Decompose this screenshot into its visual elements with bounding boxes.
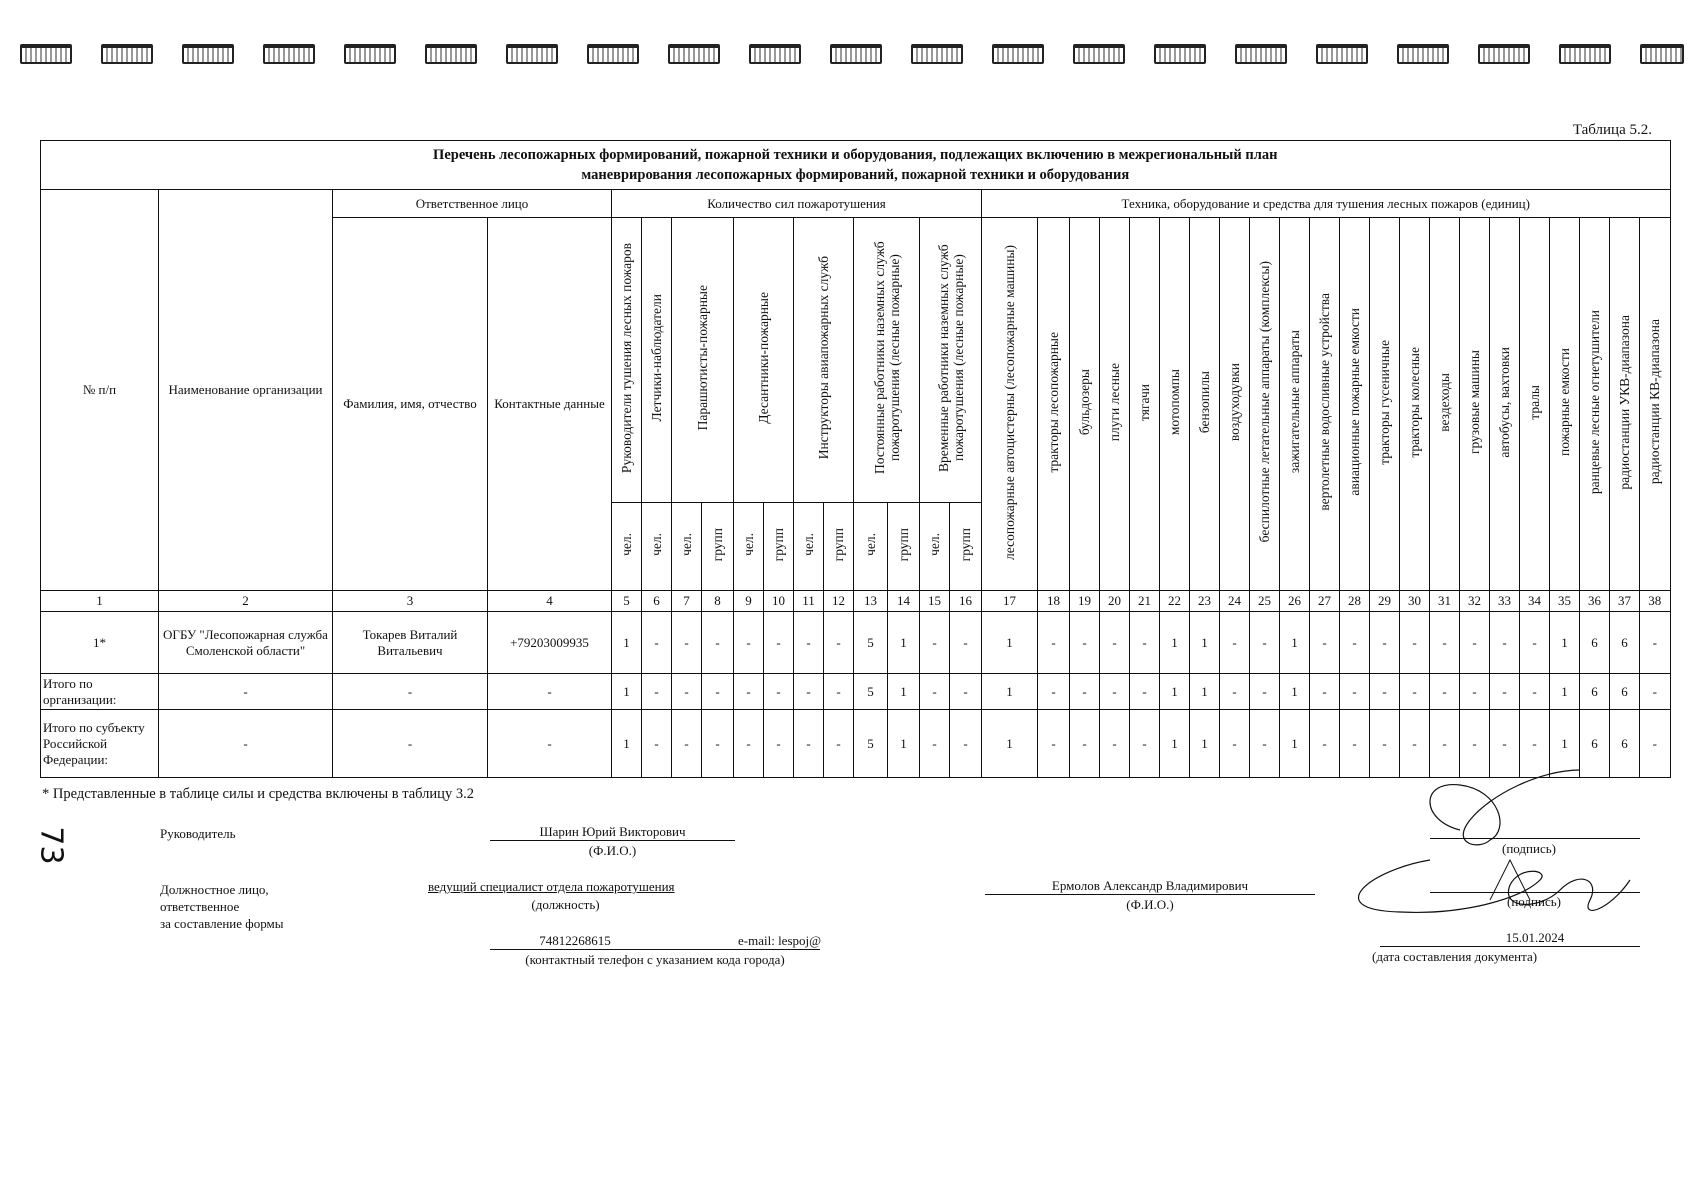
column-number: 33 bbox=[1490, 591, 1520, 612]
resp-label-2: ответственное bbox=[160, 899, 240, 914]
row-value: 6 bbox=[1610, 612, 1640, 674]
column-number: 11 bbox=[794, 591, 824, 612]
header-col21: тягачи bbox=[1137, 383, 1152, 421]
podpis-caption-2: (подпись) bbox=[1507, 894, 1561, 909]
row-value: - bbox=[1070, 612, 1100, 674]
row-value: - bbox=[642, 710, 672, 778]
column-number: 14 bbox=[888, 591, 920, 612]
header-col11-12: Инструкторы авиапожарных служб bbox=[816, 256, 831, 460]
row-value: - bbox=[1310, 674, 1340, 710]
column-number: 16 bbox=[950, 591, 982, 612]
column-number: 4 bbox=[488, 591, 612, 612]
row-value: - bbox=[1220, 674, 1250, 710]
header-fio: Фамилия, имя, отчество bbox=[333, 218, 488, 591]
row-value: - bbox=[1460, 674, 1490, 710]
column-number: 8 bbox=[702, 591, 734, 612]
column-number: 23 bbox=[1190, 591, 1220, 612]
unit-grupp: групп bbox=[771, 527, 786, 562]
row-value: - bbox=[702, 612, 734, 674]
row-value: 1 bbox=[1190, 612, 1220, 674]
row-value: 1 bbox=[612, 674, 642, 710]
row-value: - bbox=[672, 674, 702, 710]
column-number: 36 bbox=[1580, 591, 1610, 612]
header-col26: зажигательные аппараты bbox=[1287, 330, 1302, 474]
header-col6: Летчики-наблюдатели bbox=[649, 294, 664, 422]
row-value: - bbox=[1520, 612, 1550, 674]
column-number: 20 bbox=[1100, 591, 1130, 612]
row-value: 6 bbox=[1610, 674, 1640, 710]
row-contact: +79203009935 bbox=[488, 612, 612, 674]
row-value: - bbox=[1250, 612, 1280, 674]
header-responsible: Ответственное лицо bbox=[333, 190, 612, 218]
header-col32: грузовые машины bbox=[1467, 349, 1482, 455]
row-value: - bbox=[1130, 674, 1160, 710]
punch-holes-strip bbox=[20, 44, 1690, 60]
row-value: 1 bbox=[1550, 612, 1580, 674]
row-value: - bbox=[1640, 612, 1671, 674]
header-col30: тракторы колесные bbox=[1407, 346, 1422, 458]
row-value: - bbox=[1400, 674, 1430, 710]
column-number: 28 bbox=[1340, 591, 1370, 612]
row-value: 1 bbox=[888, 674, 920, 710]
row-value: - bbox=[1340, 674, 1370, 710]
row-value: - bbox=[1370, 612, 1400, 674]
header-col20: плуги лесные bbox=[1107, 362, 1122, 442]
date-caption: (дата составления документа) bbox=[1372, 949, 1538, 964]
row-fio: - bbox=[333, 710, 488, 778]
row-value: - bbox=[764, 612, 794, 674]
row-value: - bbox=[1220, 612, 1250, 674]
row-value: - bbox=[702, 710, 734, 778]
row-value: 1 bbox=[982, 674, 1038, 710]
row-value: 1 bbox=[888, 612, 920, 674]
header-col36: ранцевые лесные огнетушители bbox=[1587, 309, 1602, 495]
column-number: 5 bbox=[612, 591, 642, 612]
row-value: - bbox=[1130, 710, 1160, 778]
row-value: - bbox=[1430, 612, 1460, 674]
column-number: 12 bbox=[824, 591, 854, 612]
row-value: - bbox=[764, 674, 794, 710]
podpis-caption-1: (подпись) bbox=[1502, 841, 1556, 856]
unit-grupp: групп bbox=[831, 527, 846, 562]
header-equipment: Техника, оборудование и средства для тушения лесных пожаров (единиц) bbox=[982, 190, 1671, 218]
row-value: - bbox=[1250, 674, 1280, 710]
header-forces: Количество сил пожаротушения bbox=[612, 190, 982, 218]
header-col13-14: Постоянные работники наземных служб пожаротушения (лесные пожарные) bbox=[871, 241, 902, 475]
table-row bbox=[41, 612, 1671, 674]
unit-chel: чел. bbox=[801, 533, 816, 556]
row-value: 1 bbox=[982, 612, 1038, 674]
header-col33: автобусы, вахтовки bbox=[1497, 346, 1512, 458]
row-value: - bbox=[794, 710, 824, 778]
row-value: 1 bbox=[1550, 674, 1580, 710]
forces-table bbox=[40, 140, 1671, 778]
row-value: - bbox=[1460, 612, 1490, 674]
row-value: - bbox=[824, 612, 854, 674]
row-value: - bbox=[1370, 710, 1400, 778]
row-value: - bbox=[794, 674, 824, 710]
row-value: 1 bbox=[1160, 710, 1190, 778]
row-org: - bbox=[159, 710, 333, 778]
row-value: - bbox=[1640, 674, 1671, 710]
row-value: - bbox=[1640, 710, 1671, 778]
column-number: 21 bbox=[1130, 591, 1160, 612]
row-value: - bbox=[1370, 674, 1400, 710]
column-number: 9 bbox=[734, 591, 764, 612]
unit-chel: чел. bbox=[649, 533, 664, 556]
unit-chel: чел. bbox=[863, 533, 878, 556]
row-value: - bbox=[950, 674, 982, 710]
phone-caption: (контактный телефон с указанием кода города) bbox=[525, 952, 785, 967]
row-value: 5 bbox=[854, 612, 888, 674]
header-col5: Руководители тушения лесных пожаров bbox=[619, 242, 634, 474]
header-col17: лесопожарные автоцистерны (лесопожарные машины) bbox=[1002, 244, 1017, 560]
column-number: 3 bbox=[333, 591, 488, 612]
unit-grupp: групп bbox=[958, 527, 973, 562]
row-value: - bbox=[1220, 710, 1250, 778]
row-value: 1 bbox=[612, 710, 642, 778]
header-col7-8: Парашютисты-пожарные bbox=[695, 285, 710, 431]
row-value: - bbox=[1430, 674, 1460, 710]
row-value: - bbox=[1460, 710, 1490, 778]
column-number: 25 bbox=[1250, 591, 1280, 612]
header-col37: радиостанции УКВ-диапазона bbox=[1617, 314, 1632, 490]
column-number: 34 bbox=[1520, 591, 1550, 612]
handwritten-signatures bbox=[1340, 760, 1640, 940]
row-value: - bbox=[672, 710, 702, 778]
resp-fio-caption: (Ф.И.О.) bbox=[1126, 897, 1174, 912]
row-value: 1 bbox=[612, 612, 642, 674]
row-value: 1 bbox=[1160, 674, 1190, 710]
resp-label-1: Должностное лицо, bbox=[160, 882, 269, 897]
row-value: - bbox=[950, 612, 982, 674]
column-numbers-row bbox=[41, 591, 1671, 612]
row-value: 1 bbox=[1160, 612, 1190, 674]
header-col19: бульдозеры bbox=[1077, 368, 1092, 436]
column-number: 27 bbox=[1310, 591, 1340, 612]
row-value: 6 bbox=[1580, 612, 1610, 674]
row-contact: - bbox=[488, 710, 612, 778]
row-value: - bbox=[824, 710, 854, 778]
header-col38: радиостанции КВ-диапазона bbox=[1647, 319, 1663, 485]
header-contact: Контактные данные bbox=[488, 218, 612, 591]
row-value: - bbox=[1250, 710, 1280, 778]
header-col9-10: Десантники-пожарные bbox=[756, 292, 771, 424]
column-number: 1 bbox=[41, 591, 159, 612]
row-value: 1 bbox=[1280, 710, 1310, 778]
row-org: - bbox=[159, 674, 333, 710]
unit-chel: чел. bbox=[927, 533, 942, 556]
page-number: 73 bbox=[33, 826, 69, 865]
column-number: 30 bbox=[1400, 591, 1430, 612]
column-number: 18 bbox=[1038, 591, 1070, 612]
unit-chel: чел. bbox=[679, 533, 694, 556]
row-value: - bbox=[734, 674, 764, 710]
row-value: - bbox=[1490, 710, 1520, 778]
row-value: - bbox=[920, 674, 950, 710]
row-value: - bbox=[1070, 710, 1100, 778]
column-number: 2 bbox=[159, 591, 333, 612]
header-col27: вертолетные водосливные устройства bbox=[1317, 293, 1332, 511]
resp-position: ведущий специалист отдела пожаротушения bbox=[428, 879, 675, 894]
column-number: 32 bbox=[1460, 591, 1490, 612]
phone: 74812268615 bbox=[539, 933, 611, 948]
header-col23: бензопилы bbox=[1197, 370, 1212, 434]
row-value: - bbox=[1520, 710, 1550, 778]
column-number: 6 bbox=[642, 591, 672, 612]
footnote: * Представленные в таблице силы и средства включены в таблицу 3.2 bbox=[42, 786, 474, 802]
column-number: 19 bbox=[1070, 591, 1100, 612]
row-value: 6 bbox=[1580, 710, 1610, 778]
row-contact: - bbox=[488, 674, 612, 710]
header-col18: тракторы лесопожарные bbox=[1046, 331, 1061, 473]
column-number: 24 bbox=[1220, 591, 1250, 612]
row-value: 1 bbox=[888, 710, 920, 778]
row-value: - bbox=[1100, 612, 1130, 674]
column-number: 26 bbox=[1280, 591, 1310, 612]
row-value: - bbox=[734, 612, 764, 674]
row-value: - bbox=[1070, 674, 1100, 710]
row-value: 6 bbox=[1610, 710, 1640, 778]
header-col22: мотопомпы bbox=[1167, 368, 1182, 436]
row-value: - bbox=[1310, 612, 1340, 674]
row-value: 5 bbox=[854, 674, 888, 710]
row-fio: - bbox=[333, 674, 488, 710]
row-value: 1 bbox=[1280, 612, 1310, 674]
row-value: 1 bbox=[1190, 710, 1220, 778]
unit-chel: чел. bbox=[741, 533, 756, 556]
head-fio-caption: (Ф.И.О.) bbox=[588, 843, 637, 858]
column-number: 17 bbox=[982, 591, 1038, 612]
column-number: 13 bbox=[854, 591, 888, 612]
row-value: - bbox=[1490, 612, 1520, 674]
row-value: - bbox=[1310, 710, 1340, 778]
header-col29: тракторы гусеничные bbox=[1377, 339, 1392, 465]
row-value: 1 bbox=[982, 710, 1038, 778]
row-label: Итого по организации: bbox=[41, 674, 159, 710]
unit-grupp: групп bbox=[710, 527, 725, 562]
header-num: № п/п bbox=[41, 190, 159, 591]
row-label: 1* bbox=[41, 612, 159, 674]
row-value: - bbox=[824, 674, 854, 710]
row-value: - bbox=[1490, 674, 1520, 710]
row-value: - bbox=[734, 710, 764, 778]
head-name: Шарин Юрий Викторович bbox=[539, 824, 686, 839]
column-number: 22 bbox=[1160, 591, 1190, 612]
row-value: - bbox=[764, 710, 794, 778]
row-value: 1 bbox=[1280, 674, 1310, 710]
row-value: 5 bbox=[854, 710, 888, 778]
column-number: 37 bbox=[1610, 591, 1640, 612]
row-value: - bbox=[950, 710, 982, 778]
row-value: - bbox=[1038, 710, 1070, 778]
column-number: 10 bbox=[764, 591, 794, 612]
table-number: Таблица 5.2. bbox=[1572, 122, 1652, 138]
row-value: 6 bbox=[1580, 674, 1610, 710]
header-col15-16: Временные работники наземных служб пожаротушения (лесные пожарные) bbox=[935, 244, 966, 472]
column-number: 35 bbox=[1550, 591, 1580, 612]
row-value: - bbox=[1400, 612, 1430, 674]
unit-chel: чел. bbox=[619, 533, 634, 556]
column-number: 29 bbox=[1370, 591, 1400, 612]
row-value: - bbox=[794, 612, 824, 674]
row-value: - bbox=[920, 710, 950, 778]
column-number: 38 bbox=[1640, 591, 1671, 612]
header-col34: тралы bbox=[1527, 384, 1542, 420]
column-number: 7 bbox=[672, 591, 702, 612]
header-org: Наименование организации bbox=[159, 190, 333, 591]
header-col35: пожарные емкости bbox=[1557, 348, 1572, 456]
row-value: - bbox=[1340, 612, 1370, 674]
row-value: - bbox=[1100, 710, 1130, 778]
date: 15.01.2024 bbox=[1505, 930, 1565, 945]
row-label: Итого по субъекту Российской Федерации: bbox=[41, 710, 159, 778]
resp-label-3: за составление формы bbox=[160, 916, 284, 931]
header-col25: беспилотные летательные аппараты (комплексы) bbox=[1257, 261, 1272, 543]
row-fio: Токарев Виталий Витальевич bbox=[333, 612, 488, 674]
header-col28: авиационные пожарные емкости bbox=[1347, 308, 1362, 496]
header-col24: воздуходувки bbox=[1227, 362, 1242, 442]
row-value: - bbox=[1520, 674, 1550, 710]
row-value: 1 bbox=[1190, 674, 1220, 710]
row-value: - bbox=[1430, 710, 1460, 778]
table-row bbox=[41, 674, 1671, 710]
column-number: 15 bbox=[920, 591, 950, 612]
row-value: - bbox=[702, 674, 734, 710]
row-value: - bbox=[1130, 612, 1160, 674]
row-value: - bbox=[1038, 674, 1070, 710]
row-org: ОГБУ "Лесопожарная служба Смоленской области" bbox=[159, 612, 333, 674]
row-value: 1 bbox=[1550, 710, 1580, 778]
column-number: 31 bbox=[1430, 591, 1460, 612]
header-col31: вездеходы bbox=[1437, 372, 1452, 432]
row-value: - bbox=[1340, 710, 1370, 778]
unit-grupp: групп bbox=[896, 527, 911, 562]
row-value: - bbox=[672, 612, 702, 674]
email: e-mail: lespoj@ bbox=[738, 933, 822, 948]
row-value: - bbox=[920, 612, 950, 674]
row-value: - bbox=[1100, 674, 1130, 710]
position-caption: (должность) bbox=[531, 897, 600, 912]
main-table-wrapper bbox=[40, 140, 1670, 778]
row-value: - bbox=[642, 612, 672, 674]
table-title: Перечень лесопожарных формирований, пожарной техники и оборудования, подлежащих включению в межрегиональный план маневрирования лесопожарных формирований, пожарной техники и оборудования bbox=[41, 141, 1671, 190]
head-label: Руководитель bbox=[160, 826, 236, 841]
row-value: - bbox=[642, 674, 672, 710]
row-value: - bbox=[1400, 710, 1430, 778]
row-value: - bbox=[1038, 612, 1070, 674]
resp-name: Ермолов Александр Владимирович bbox=[1051, 878, 1249, 893]
